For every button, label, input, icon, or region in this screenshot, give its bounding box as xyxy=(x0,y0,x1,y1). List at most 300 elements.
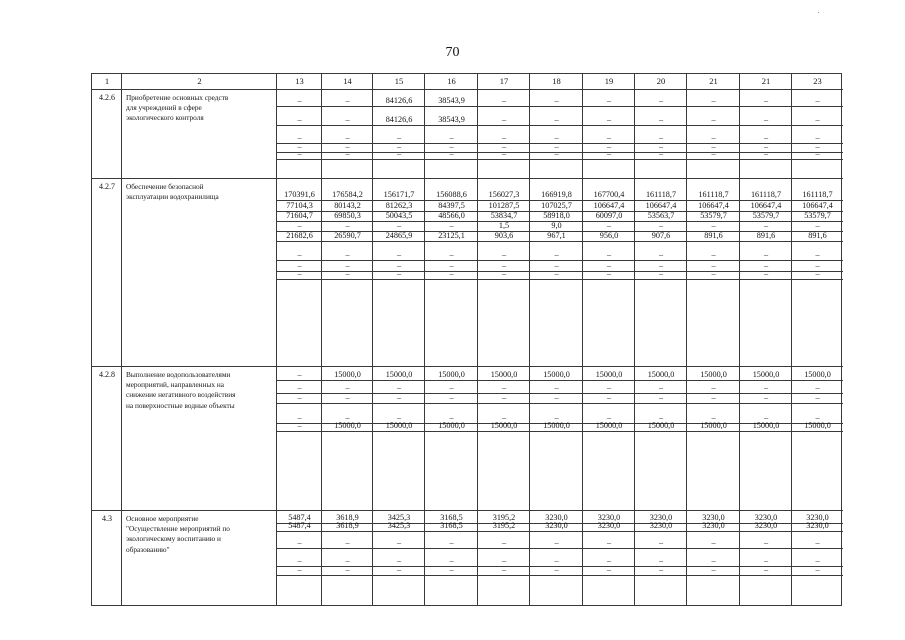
column-header: 2 xyxy=(197,76,202,86)
column-header: 1 xyxy=(104,76,110,86)
value-cell: – xyxy=(815,149,820,158)
value-cell: – xyxy=(297,370,302,379)
value-cell: – xyxy=(345,133,350,142)
value-cell: 15000,0 xyxy=(438,370,465,379)
value-cell: – xyxy=(297,421,302,430)
value-cell: – xyxy=(711,538,716,547)
value-cell: 3425,3 xyxy=(387,513,411,522)
value-cell: 891,6 xyxy=(704,231,723,240)
value-cell: – xyxy=(763,393,769,402)
value-cell: – xyxy=(449,565,454,574)
value-cell: – xyxy=(396,565,402,574)
row-divider xyxy=(277,125,843,126)
value-cell: – xyxy=(449,393,454,402)
row-divider xyxy=(277,159,843,160)
column-header: 14 xyxy=(343,76,352,86)
value-cell: – xyxy=(345,538,350,547)
value-cell: – xyxy=(815,556,820,565)
value-cell: – xyxy=(501,142,507,151)
value-cell: – xyxy=(501,556,507,565)
value-cell: – xyxy=(501,393,507,402)
value-cell: – xyxy=(554,269,559,278)
value-cell: 3230,0 xyxy=(597,513,621,522)
value-cell: – xyxy=(658,261,664,270)
value-cell: 53834,7 xyxy=(490,211,518,220)
value-cell: 77104,3 xyxy=(286,201,313,210)
value-cell: 3425,3 xyxy=(387,521,411,530)
value-cell: – xyxy=(297,269,302,278)
value-cell: 166919,8 xyxy=(541,190,572,199)
value-cell: – xyxy=(449,413,454,422)
value-cell: – xyxy=(658,115,664,124)
value-cell: – xyxy=(763,383,769,392)
value-cell: – xyxy=(396,269,402,278)
value-cell: – xyxy=(501,269,507,278)
row-divider xyxy=(277,241,843,242)
value-cell: 15000,0 xyxy=(334,370,361,379)
value-cell: 967,1 xyxy=(547,231,566,240)
column-header: 21 xyxy=(709,76,718,86)
value-cell: – xyxy=(297,556,302,565)
value-cell: – xyxy=(658,538,664,547)
value-cell: – xyxy=(501,96,507,105)
value-cell: 161118,7 xyxy=(698,190,729,199)
row-code: 4.3 xyxy=(102,514,112,523)
value-cell: 3168,5 xyxy=(440,513,463,522)
value-cell: – xyxy=(345,383,350,392)
value-cell: – xyxy=(554,115,559,124)
value-cell: – xyxy=(501,115,507,124)
value-cell: – xyxy=(606,565,612,574)
value-cell: 15000,0 xyxy=(804,421,831,430)
value-cell: – xyxy=(658,393,664,402)
activity-name: Основное мероприятие xyxy=(126,514,199,523)
value-cell: 3230,0 xyxy=(649,513,673,522)
value-cell: 907,6 xyxy=(651,231,671,240)
value-cell: – xyxy=(763,538,769,547)
value-cell: 106647,4 xyxy=(750,201,782,210)
value-cell: 48566,0 xyxy=(438,211,465,220)
value-cell: – xyxy=(297,142,302,151)
value-cell: – xyxy=(815,142,820,151)
row-divider xyxy=(277,279,843,280)
value-cell: – xyxy=(449,221,454,230)
value-cell: – xyxy=(815,538,820,547)
value-cell: – xyxy=(345,221,350,230)
value-cell: – xyxy=(606,556,612,565)
value-cell: – xyxy=(345,250,350,259)
value-cell: – xyxy=(711,393,716,402)
value-cell: – xyxy=(449,133,454,142)
value-cell: 15000,0 xyxy=(543,421,570,430)
value-cell: – xyxy=(297,565,302,574)
value-cell: 3230,0 xyxy=(597,521,621,530)
value-cell: – xyxy=(396,149,402,158)
value-cell: – xyxy=(501,413,507,422)
value-cell: – xyxy=(763,261,769,270)
column-header: 17 xyxy=(499,76,509,86)
value-cell: 80143,2 xyxy=(334,201,361,210)
value-cell: – xyxy=(658,556,664,565)
value-cell: – xyxy=(606,413,612,422)
value-cell: 53579,7 xyxy=(700,211,727,220)
value-cell: – xyxy=(658,250,664,259)
value-cell: 71604,7 xyxy=(286,211,313,220)
value-cell: – xyxy=(501,383,507,392)
value-cell: 69850,3 xyxy=(334,211,361,220)
value-cell: 15000,0 xyxy=(752,421,780,430)
value-cell: – xyxy=(606,538,612,547)
value-cell: – xyxy=(606,142,612,151)
value-cell: 156171,7 xyxy=(383,190,415,199)
value-cell: 53579,7 xyxy=(752,211,780,220)
column-header: 18 xyxy=(552,76,561,86)
row-code: 4.2.7 xyxy=(99,182,115,191)
value-cell: – xyxy=(396,133,402,142)
value-cell: – xyxy=(815,250,820,259)
value-cell: – xyxy=(711,413,716,422)
value-cell: – xyxy=(763,221,769,230)
value-cell: – xyxy=(554,393,559,402)
value-cell: 84397,5 xyxy=(438,201,465,210)
header-divider xyxy=(92,89,843,90)
value-cell: 53563,7 xyxy=(647,211,675,220)
value-cell: – xyxy=(449,269,454,278)
value-cell: – xyxy=(763,269,769,278)
value-cell: – xyxy=(345,393,350,402)
value-cell: – xyxy=(606,383,612,392)
value-cell: 106647,4 xyxy=(802,201,833,210)
value-cell: – xyxy=(449,538,454,547)
value-cell: – xyxy=(711,133,716,142)
value-cell: – xyxy=(297,413,302,422)
value-cell: 3230,0 xyxy=(702,513,725,522)
value-cell: 5487,4 xyxy=(288,513,311,522)
value-cell: – xyxy=(763,115,769,124)
value-cell: – xyxy=(345,269,350,278)
column-header: 16 xyxy=(447,76,456,86)
activity-name: Обеспечение безопасной xyxy=(126,182,204,191)
value-cell: 107025,7 xyxy=(541,201,572,210)
value-cell: 15000,0 xyxy=(334,421,361,430)
value-cell: 891,6 xyxy=(756,231,776,240)
value-cell: – xyxy=(297,261,302,270)
column-header: 15 xyxy=(394,76,404,86)
value-cell: – xyxy=(711,556,716,565)
activity-name: экологического контроля xyxy=(126,113,204,123)
value-cell: – xyxy=(606,96,612,105)
value-cell: – xyxy=(763,413,769,422)
value-cell: 38543,9 xyxy=(438,96,465,105)
value-cell: 101287,5 xyxy=(488,201,520,210)
value-cell: – xyxy=(815,383,820,392)
value-cell: 15000,0 xyxy=(490,421,518,430)
value-cell: – xyxy=(711,383,716,392)
activity-name: Выполнение водопользователями xyxy=(126,370,231,379)
value-cell: 60097,0 xyxy=(595,211,623,220)
value-cell: – xyxy=(554,413,559,422)
value-cell: – xyxy=(554,250,559,259)
value-cell: 161118,7 xyxy=(802,190,833,199)
value-cell: – xyxy=(396,393,402,402)
value-cell: – xyxy=(396,538,402,547)
activity-name: для учреждений в сфере xyxy=(126,103,202,113)
value-cell: – xyxy=(345,115,350,124)
value-cell: – xyxy=(763,133,769,142)
value-cell: – xyxy=(297,250,302,259)
value-cell: – xyxy=(763,149,769,158)
value-cell: – xyxy=(711,142,716,151)
value-cell: – xyxy=(711,96,716,105)
value-cell: 81262,3 xyxy=(385,201,413,210)
value-cell: – xyxy=(606,250,612,259)
value-cell: – xyxy=(658,565,664,574)
value-cell: 956,0 xyxy=(599,231,619,240)
value-cell: – xyxy=(501,261,507,270)
value-cell: – xyxy=(554,538,559,547)
value-cell: 3618,9 xyxy=(336,513,359,522)
value-cell: – xyxy=(345,142,350,151)
value-cell: – xyxy=(554,96,559,105)
value-cell: 26590,7 xyxy=(334,231,361,240)
value-cell: 58918,0 xyxy=(543,211,570,220)
value-cell: – xyxy=(345,556,350,565)
value-cell: – xyxy=(606,221,612,230)
column-header: 23 xyxy=(813,76,822,86)
value-cell: – xyxy=(345,96,350,105)
value-cell: – xyxy=(763,142,769,151)
value-cell: 1,5 xyxy=(498,221,510,230)
value-cell: – xyxy=(606,149,612,158)
value-cell: 170391,6 xyxy=(284,190,315,199)
value-cell: 38543,9 xyxy=(438,115,465,124)
value-cell: – xyxy=(449,149,454,158)
row-divider xyxy=(277,548,843,549)
value-cell: – xyxy=(711,115,716,124)
value-cell: – xyxy=(449,142,454,151)
value-cell: – xyxy=(658,149,664,158)
column-header: 21 xyxy=(761,76,771,86)
row-divider xyxy=(277,380,843,381)
value-cell: – xyxy=(763,565,769,574)
value-cell: – xyxy=(449,383,454,392)
value-cell: – xyxy=(345,149,350,158)
value-cell: 3230,0 xyxy=(545,513,568,522)
value-cell: – xyxy=(554,261,559,270)
value-cell: – xyxy=(554,133,559,142)
value-cell: – xyxy=(396,250,402,259)
value-cell: – xyxy=(711,250,716,259)
budget-table xyxy=(91,73,842,606)
value-cell: – xyxy=(554,142,559,151)
page-number: 70 xyxy=(445,45,460,60)
value-cell: 15000,0 xyxy=(595,370,623,379)
value-cell: – xyxy=(345,565,350,574)
value-cell: – xyxy=(501,149,507,158)
value-cell: – xyxy=(449,261,454,270)
value-cell: 903,6 xyxy=(494,231,514,240)
row-divider xyxy=(277,106,843,107)
column-header: 19 xyxy=(604,76,614,86)
value-cell: – xyxy=(815,393,820,402)
value-cell: – xyxy=(815,221,820,230)
value-cell: 21682,6 xyxy=(286,231,313,240)
value-cell: 3230,0 xyxy=(806,513,829,522)
value-cell: 3168,5 xyxy=(440,521,463,530)
activity-name: эксплуатации водохранилища xyxy=(126,192,219,202)
column-header: 20 xyxy=(656,76,666,86)
section-divider xyxy=(92,178,843,179)
value-cell: 15000,0 xyxy=(385,370,413,379)
value-cell: 15000,0 xyxy=(804,370,831,379)
value-cell: 106647,4 xyxy=(645,201,677,210)
value-cell: 106647,4 xyxy=(698,201,729,210)
value-cell: – xyxy=(396,261,402,270)
value-cell: – xyxy=(711,565,716,574)
value-cell: – xyxy=(297,149,302,158)
value-cell: 24865,9 xyxy=(385,231,413,240)
value-cell: – xyxy=(815,413,820,422)
value-cell: 891,6 xyxy=(808,231,827,240)
value-cell: – xyxy=(711,269,716,278)
value-cell: 3230,0 xyxy=(649,521,673,530)
activity-name: Приобретение основных средств xyxy=(126,93,229,102)
value-cell: – xyxy=(297,96,302,105)
value-cell: – xyxy=(501,565,507,574)
activity-name: мероприятий, направленных на xyxy=(126,380,225,390)
value-cell: – xyxy=(763,250,769,259)
activity-name: экологическому воспитанию и xyxy=(126,534,221,544)
value-cell: – xyxy=(554,565,559,574)
value-cell: – xyxy=(815,133,820,142)
value-cell: 15000,0 xyxy=(438,421,465,430)
value-cell: – xyxy=(711,149,716,158)
scan-speck xyxy=(818,12,819,13)
value-cell: – xyxy=(658,269,664,278)
value-cell: – xyxy=(815,96,820,105)
row-divider xyxy=(277,431,843,432)
value-cell: – xyxy=(606,393,612,402)
value-cell: – xyxy=(554,556,559,565)
value-cell: – xyxy=(554,383,559,392)
value-cell: – xyxy=(658,383,664,392)
value-cell: – xyxy=(554,149,559,158)
value-cell: – xyxy=(297,393,302,402)
value-cell: – xyxy=(658,221,664,230)
value-cell: – xyxy=(501,250,507,259)
value-cell: 15000,0 xyxy=(385,421,413,430)
value-cell: – xyxy=(297,538,302,547)
value-cell: 161118,7 xyxy=(750,190,782,199)
value-cell: – xyxy=(815,261,820,270)
row-divider xyxy=(277,531,843,532)
value-cell: 106647,4 xyxy=(593,201,625,210)
value-cell: 176584,2 xyxy=(332,190,363,199)
row-code: 4.2.8 xyxy=(99,370,115,379)
value-cell: 15000,0 xyxy=(647,421,675,430)
value-cell: 3230,0 xyxy=(702,521,725,530)
value-cell: 15000,0 xyxy=(752,370,780,379)
value-cell: – xyxy=(815,115,820,124)
value-cell: 5487,4 xyxy=(288,521,311,530)
value-cell: – xyxy=(658,133,664,142)
value-cell: – xyxy=(396,413,402,422)
activity-name: на поверхностные водные объекты xyxy=(126,400,235,410)
value-cell: – xyxy=(345,413,350,422)
value-cell: 15000,0 xyxy=(543,370,570,379)
value-cell: – xyxy=(449,250,454,259)
section-divider xyxy=(92,366,843,367)
value-cell: – xyxy=(658,96,664,105)
value-cell: – xyxy=(711,221,716,230)
value-cell: 84126,6 xyxy=(385,115,413,124)
value-cell: – xyxy=(658,413,664,422)
value-cell: – xyxy=(606,269,612,278)
value-cell: – xyxy=(763,96,769,105)
value-cell: 9,0 xyxy=(551,221,562,230)
value-cell: – xyxy=(763,556,769,565)
value-cell: – xyxy=(501,133,507,142)
value-cell: – xyxy=(396,221,402,230)
value-cell: – xyxy=(606,133,612,142)
value-cell: 15000,0 xyxy=(700,370,727,379)
value-cell: – xyxy=(297,221,302,230)
activity-name: снижение негативного воздействия xyxy=(126,390,236,400)
value-cell: – xyxy=(396,142,402,151)
value-cell: 50043,5 xyxy=(385,211,413,220)
value-cell: 3230,0 xyxy=(754,513,778,522)
value-cell: 3230,0 xyxy=(545,521,568,530)
value-cell: 3195,2 xyxy=(492,521,516,530)
value-cell: 15000,0 xyxy=(647,370,675,379)
column-header: 13 xyxy=(295,76,304,86)
activity-name: образованию" xyxy=(126,544,170,554)
value-cell: 3230,0 xyxy=(754,521,778,530)
column-divider xyxy=(121,74,122,605)
value-cell: – xyxy=(658,142,664,151)
row-divider xyxy=(277,403,843,404)
value-cell: 3618,9 xyxy=(336,521,359,530)
value-cell: – xyxy=(606,261,612,270)
value-cell: 3230,0 xyxy=(806,521,829,530)
activity-name: "Осуществление мероприятий по xyxy=(126,524,230,534)
value-cell: 156027,3 xyxy=(488,190,520,199)
value-cell: – xyxy=(396,556,402,565)
value-cell: – xyxy=(297,115,302,124)
value-cell: – xyxy=(345,261,350,270)
value-cell: 167700,4 xyxy=(593,190,625,199)
value-cell: 84126,6 xyxy=(385,96,413,105)
value-cell: 23125,1 xyxy=(438,231,465,240)
value-cell: – xyxy=(711,261,716,270)
value-cell: 53579,7 xyxy=(804,211,831,220)
value-cell: – xyxy=(501,538,507,547)
value-cell: – xyxy=(815,269,820,278)
value-cell: 161118,7 xyxy=(645,190,677,199)
value-cell: 15000,0 xyxy=(700,421,727,430)
value-cell: – xyxy=(297,133,302,142)
row-divider xyxy=(277,575,843,576)
value-cell: – xyxy=(606,115,612,124)
row-code: 4.2.6 xyxy=(99,93,115,102)
value-cell: – xyxy=(449,556,454,565)
value-cell: 3195,2 xyxy=(492,513,516,522)
value-cell: 15000,0 xyxy=(490,370,518,379)
section-divider xyxy=(92,510,843,511)
value-cell: – xyxy=(396,383,402,392)
value-cell: 156088,6 xyxy=(436,190,467,199)
value-cell: – xyxy=(815,565,820,574)
